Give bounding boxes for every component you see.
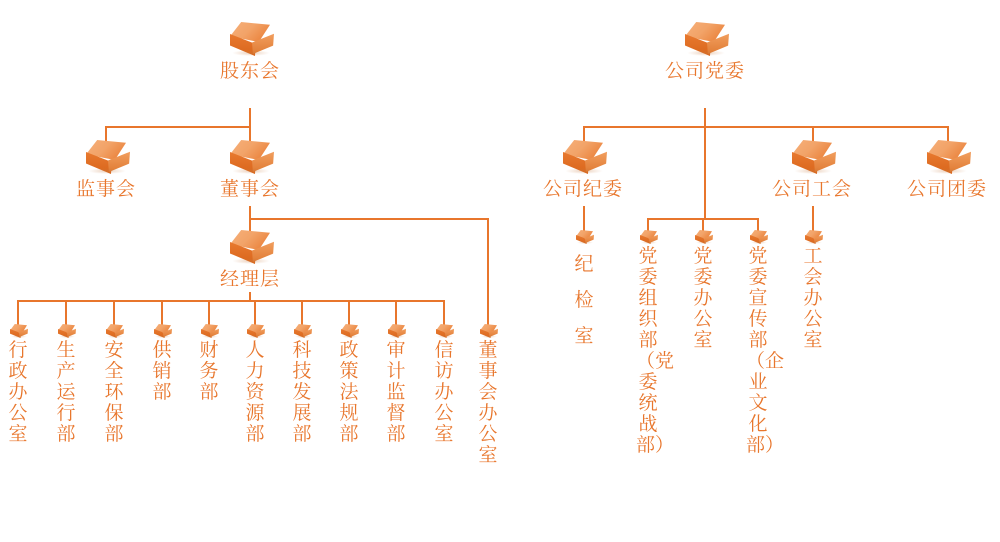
connector [443, 300, 445, 326]
node-human-resources-dept [243, 324, 267, 445]
node-label: 科技发展部 [292, 339, 312, 445]
node-production-operation-dept [54, 324, 78, 445]
node-label: 党委宣传部（企业文化部） [746, 245, 785, 456]
node-label: 公司工会 [771, 178, 852, 200]
node-finance-dept [197, 324, 221, 403]
connector [704, 126, 706, 218]
node-icon [921, 140, 973, 174]
connector [348, 300, 350, 326]
node-icon [244, 324, 266, 338]
node-icon [103, 324, 125, 338]
connector [208, 300, 210, 326]
node-label: 生产运行部 [56, 339, 76, 445]
connector [249, 218, 488, 220]
node-icon [786, 140, 838, 174]
node-icon [224, 140, 276, 174]
node-label: 董事会办公室 [478, 339, 498, 466]
connector [249, 292, 251, 300]
node-company-labor-union [757, 140, 867, 201]
node-icon [637, 230, 659, 244]
node-label: 财务部 [199, 339, 219, 403]
node-board-of-directors [195, 140, 305, 201]
node-label: 公司纪委 [542, 178, 623, 200]
node-discipline-inspection-office [572, 230, 596, 354]
node-icon [338, 324, 360, 338]
node-administrative-office [6, 324, 30, 445]
node-icon [55, 324, 77, 338]
connector [105, 126, 250, 128]
node-icon [385, 324, 407, 338]
connector [704, 108, 706, 126]
node-board-office [476, 324, 500, 466]
node-label: 公司党委 [664, 60, 745, 82]
node-icon [747, 230, 769, 244]
node-label: 安全环保部 [104, 339, 124, 445]
node-board-of-supervisors [52, 140, 160, 201]
connector [65, 300, 67, 326]
node-label: 政策法规部 [339, 339, 359, 445]
node-party-committee-office [691, 230, 715, 351]
node-supply-marketing-dept [150, 324, 174, 403]
connector [487, 218, 489, 326]
node-label: 工会办公室 [803, 245, 823, 351]
node-icon [224, 22, 276, 56]
connector [583, 126, 948, 128]
node-label: 党委办公室 [693, 245, 713, 351]
node-labor-union-office [801, 230, 825, 351]
node-icon [80, 140, 132, 174]
node-icon [573, 230, 595, 244]
connector [583, 206, 585, 232]
node-label: 经理层 [219, 268, 280, 290]
node-petition-office [432, 324, 456, 445]
node-label: 党委组织部（党委统战部） [636, 245, 675, 456]
node-safety-environment-dept [102, 324, 126, 445]
connector [254, 300, 256, 326]
node-label: 公司团委 [906, 178, 987, 200]
node-icon [151, 324, 173, 338]
node-icon [198, 324, 220, 338]
node-policy-regulation-dept [337, 324, 361, 445]
node-science-technology-dept [290, 324, 314, 445]
node-party-propaganda-dept [746, 230, 785, 456]
node-label: 审计监督部 [386, 339, 406, 445]
node-label: 股东会 [219, 60, 280, 82]
node-party-organization-dept [636, 230, 675, 456]
node-icon [224, 230, 276, 264]
node-label: 信访办公室 [434, 339, 454, 445]
node-icon [433, 324, 455, 338]
node-company-discipline-committee [528, 140, 638, 201]
node-icon [557, 140, 609, 174]
node-company-youth-league-committee [892, 140, 1000, 201]
node-label: 监事会 [75, 178, 136, 200]
connector [113, 300, 115, 326]
node-icon [692, 230, 714, 244]
connector [301, 300, 303, 326]
connector [249, 206, 251, 218]
connector [17, 300, 19, 326]
node-audit-supervision-dept [384, 324, 408, 445]
node-icon [477, 324, 499, 338]
node-label: 行政办公室 [8, 339, 28, 445]
node-label: 纪检室 [574, 253, 594, 347]
node-icon [802, 230, 824, 244]
node-shareholders-meeting [195, 22, 305, 83]
node-icon [7, 324, 29, 338]
connector [812, 206, 814, 232]
connector [249, 108, 251, 126]
node-label: 供销部 [152, 339, 172, 403]
connector [161, 300, 163, 326]
connector [17, 300, 445, 302]
node-icon [291, 324, 313, 338]
node-label: 人力资源部 [245, 339, 265, 445]
node-management-layer [195, 230, 305, 291]
node-label: 董事会 [219, 178, 280, 200]
node-company-party-committee [650, 22, 760, 83]
connector [395, 300, 397, 326]
node-icon [679, 22, 731, 56]
